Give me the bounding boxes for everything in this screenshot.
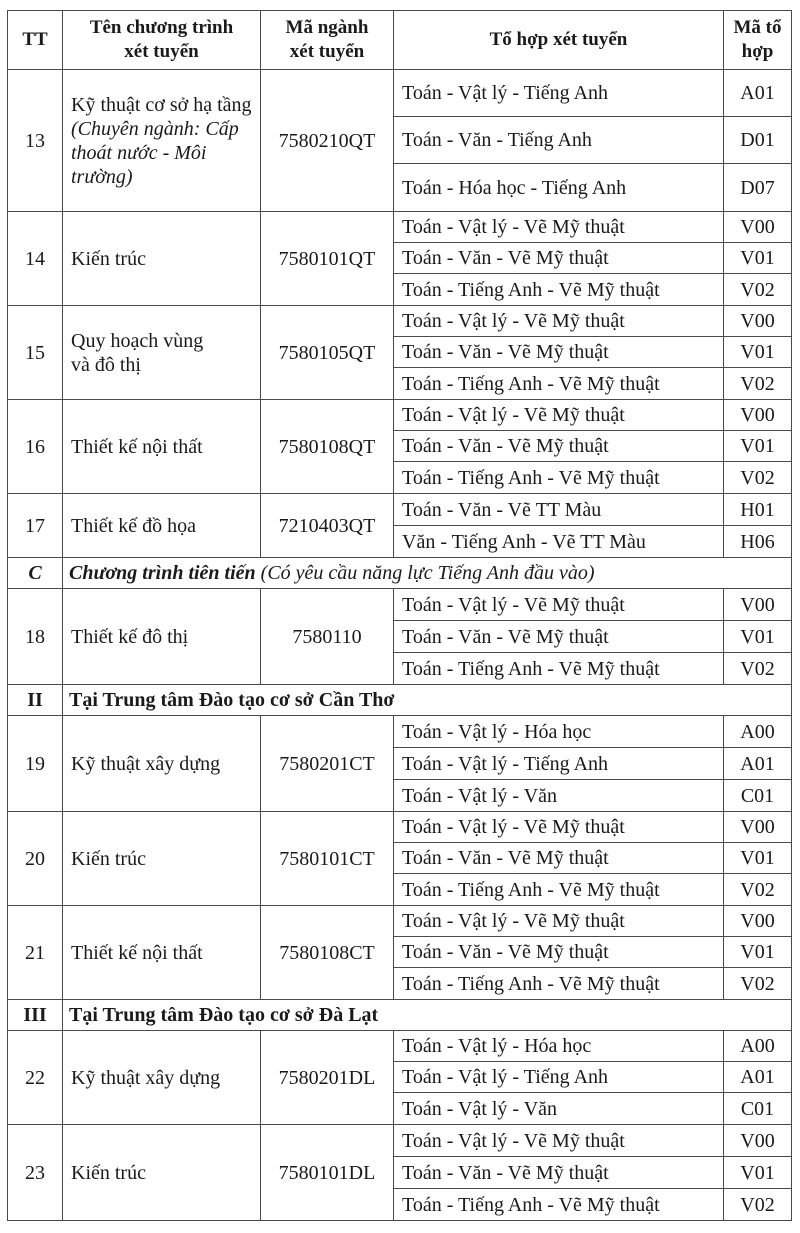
combination-code: V00 bbox=[724, 1125, 792, 1157]
program-name: Kỹ thuật xây dựng bbox=[63, 716, 261, 812]
table-row bbox=[8, 1031, 792, 1062]
program-name: Kiến trúc bbox=[63, 1125, 261, 1221]
combination-subjects: Toán - Văn - Tiếng Anh bbox=[394, 117, 724, 164]
table-row bbox=[8, 906, 792, 937]
program-name: Kỹ thuật cơ sở hạ tầng (Chuyên ngành: Cấp thoát nước - Môi trường) bbox=[63, 70, 261, 212]
combination-subjects: Toán - Vật lý - Vẽ Mỹ thuật bbox=[394, 1125, 724, 1157]
combination-subjects: Toán - Tiếng Anh - Vẽ Mỹ thuật bbox=[394, 274, 724, 306]
major-code: 7580105QT bbox=[261, 306, 394, 400]
program-name: Kiến trúc bbox=[63, 812, 261, 906]
row-number: 20 bbox=[8, 812, 63, 906]
combination-subjects: Toán - Văn - Vẽ Mỹ thuật bbox=[394, 621, 724, 653]
table-row bbox=[8, 494, 792, 526]
major-code: 7580201DL bbox=[261, 1031, 394, 1125]
combination-subjects: Toán - Văn - Vẽ Mỹ thuật bbox=[394, 431, 724, 462]
section-label: II bbox=[8, 685, 63, 716]
table-row bbox=[8, 812, 792, 843]
program-name: Kiến trúc bbox=[63, 212, 261, 306]
table-row bbox=[8, 70, 792, 117]
section-header-da-lat bbox=[8, 1000, 792, 1031]
major-code: 7580108CT bbox=[261, 906, 394, 1000]
combination-subjects: Toán - Vật lý - Tiếng Anh bbox=[394, 748, 724, 780]
combination-subjects: Toán - Văn - Vẽ TT Màu bbox=[394, 494, 724, 526]
combination-subjects: Toán - Vật lý - Hóa học bbox=[394, 1031, 724, 1062]
combination-subjects: Toán - Tiếng Anh - Vẽ Mỹ thuật bbox=[394, 462, 724, 494]
major-code: 7580101CT bbox=[261, 812, 394, 906]
program-name: Thiết kế đô thị bbox=[63, 589, 261, 685]
major-code: 7580210QT bbox=[261, 70, 394, 212]
header-program: Tên chương trình xét tuyển bbox=[63, 11, 261, 70]
combination-code: C01 bbox=[724, 1093, 792, 1125]
header-major-code: Mã ngành xét tuyển bbox=[261, 11, 394, 70]
section-title: Tại Trung tâm Đào tạo cơ sở Đà Lạt bbox=[63, 1000, 792, 1031]
combination-subjects: Toán - Văn - Vẽ Mỹ thuật bbox=[394, 243, 724, 274]
combination-code: V02 bbox=[724, 368, 792, 400]
table-row bbox=[8, 589, 792, 621]
row-number: 21 bbox=[8, 906, 63, 1000]
combination-code: D07 bbox=[724, 164, 792, 212]
combination-code: V00 bbox=[724, 212, 792, 243]
section-header-can-tho bbox=[8, 685, 792, 716]
combination-code: V02 bbox=[724, 968, 792, 1000]
combination-code: V00 bbox=[724, 812, 792, 843]
combination-subjects: Toán - Vật lý - Vẽ Mỹ thuật bbox=[394, 589, 724, 621]
combination-code: V00 bbox=[724, 306, 792, 337]
combination-code: V02 bbox=[724, 462, 792, 494]
header-tt: TT bbox=[8, 11, 63, 70]
row-number: 19 bbox=[8, 716, 63, 812]
section-title: Chương trình tiên tiến (Có yêu cầu năng lực Tiếng Anh đầu vào) bbox=[63, 558, 792, 589]
admission-table bbox=[7, 10, 792, 1221]
combination-code: V02 bbox=[724, 274, 792, 306]
header-combination-code: Mã tổ hợp bbox=[724, 11, 792, 70]
combination-code: V00 bbox=[724, 400, 792, 431]
combination-code: V01 bbox=[724, 937, 792, 968]
major-code: 7580101DL bbox=[261, 1125, 394, 1221]
combination-code: C01 bbox=[724, 780, 792, 812]
combination-code: V00 bbox=[724, 589, 792, 621]
table-header-row bbox=[8, 11, 792, 70]
combination-subjects: Văn - Tiếng Anh - Vẽ TT Màu bbox=[394, 526, 724, 558]
combination-subjects: Toán - Văn - Vẽ Mỹ thuật bbox=[394, 843, 724, 874]
section-label: C bbox=[8, 558, 63, 589]
combination-subjects: Toán - Hóa học - Tiếng Anh bbox=[394, 164, 724, 212]
combination-code: H06 bbox=[724, 526, 792, 558]
combination-code: V01 bbox=[724, 243, 792, 274]
combination-subjects: Toán - Vật lý - Hóa học bbox=[394, 716, 724, 748]
row-number: 13 bbox=[8, 70, 63, 212]
row-number: 15 bbox=[8, 306, 63, 400]
combination-code: A00 bbox=[724, 716, 792, 748]
table-row bbox=[8, 400, 792, 431]
combination-subjects: Toán - Tiếng Anh - Vẽ Mỹ thuật bbox=[394, 368, 724, 400]
combination-subjects: Toán - Vật lý - Vẽ Mỹ thuật bbox=[394, 812, 724, 843]
major-code: 7580108QT bbox=[261, 400, 394, 494]
row-number: 14 bbox=[8, 212, 63, 306]
combination-code: V01 bbox=[724, 431, 792, 462]
program-name: Kỹ thuật xây dựng bbox=[63, 1031, 261, 1125]
program-name: Quy hoạch vùng và đô thị bbox=[63, 306, 261, 400]
combination-subjects: Toán - Vật lý - Vẽ Mỹ thuật bbox=[394, 306, 724, 337]
combination-subjects: Toán - Vật lý - Tiếng Anh bbox=[394, 70, 724, 117]
major-code: 7210403QT bbox=[261, 494, 394, 558]
table-row bbox=[8, 212, 792, 243]
major-code: 7580201CT bbox=[261, 716, 394, 812]
major-code: 7580101QT bbox=[261, 212, 394, 306]
combination-code: V02 bbox=[724, 874, 792, 906]
table-row bbox=[8, 306, 792, 337]
combination-subjects: Toán - Vật lý - Văn bbox=[394, 780, 724, 812]
combination-code: A00 bbox=[724, 1031, 792, 1062]
program-name: Thiết kế nội thất bbox=[63, 906, 261, 1000]
program-name: Thiết kế đồ họa bbox=[63, 494, 261, 558]
section-title: Tại Trung tâm Đào tạo cơ sở Cần Thơ bbox=[63, 685, 792, 716]
combination-code: A01 bbox=[724, 748, 792, 780]
combination-code: V02 bbox=[724, 653, 792, 685]
combination-subjects: Toán - Tiếng Anh - Vẽ Mỹ thuật bbox=[394, 1189, 724, 1221]
combination-subjects: Toán - Vật lý - Vẽ Mỹ thuật bbox=[394, 400, 724, 431]
combination-subjects: Toán - Tiếng Anh - Vẽ Mỹ thuật bbox=[394, 874, 724, 906]
combination-code: H01 bbox=[724, 494, 792, 526]
combination-subjects: Toán - Tiếng Anh - Vẽ Mỹ thuật bbox=[394, 653, 724, 685]
combination-code: D01 bbox=[724, 117, 792, 164]
combination-subjects: Toán - Văn - Vẽ Mỹ thuật bbox=[394, 337, 724, 368]
combination-subjects: Toán - Tiếng Anh - Vẽ Mỹ thuật bbox=[394, 968, 724, 1000]
combination-subjects: Toán - Văn - Vẽ Mỹ thuật bbox=[394, 1157, 724, 1189]
row-number: 23 bbox=[8, 1125, 63, 1221]
table-row bbox=[8, 1125, 792, 1157]
combination-subjects: Toán - Vật lý - Tiếng Anh bbox=[394, 1062, 724, 1093]
combination-code: V02 bbox=[724, 1189, 792, 1221]
combination-code: A01 bbox=[724, 1062, 792, 1093]
program-name: Thiết kế nội thất bbox=[63, 400, 261, 494]
section-header-advanced-program bbox=[8, 558, 792, 589]
section-label: III bbox=[8, 1000, 63, 1031]
major-code: 7580110 bbox=[261, 589, 394, 685]
row-number: 18 bbox=[8, 589, 63, 685]
row-number: 17 bbox=[8, 494, 63, 558]
combination-subjects: Toán - Vật lý - Vẽ Mỹ thuật bbox=[394, 212, 724, 243]
header-combination: Tổ hợp xét tuyển bbox=[394, 11, 724, 70]
combination-subjects: Toán - Văn - Vẽ Mỹ thuật bbox=[394, 937, 724, 968]
combination-code: V00 bbox=[724, 906, 792, 937]
row-number: 16 bbox=[8, 400, 63, 494]
combination-code: V01 bbox=[724, 337, 792, 368]
row-number: 22 bbox=[8, 1031, 63, 1125]
table-row bbox=[8, 716, 792, 748]
combination-subjects: Toán - Vật lý - Văn bbox=[394, 1093, 724, 1125]
combination-subjects: Toán - Vật lý - Vẽ Mỹ thuật bbox=[394, 906, 724, 937]
combination-code: V01 bbox=[724, 621, 792, 653]
combination-code: V01 bbox=[724, 843, 792, 874]
combination-code: A01 bbox=[724, 70, 792, 117]
combination-code: V01 bbox=[724, 1157, 792, 1189]
